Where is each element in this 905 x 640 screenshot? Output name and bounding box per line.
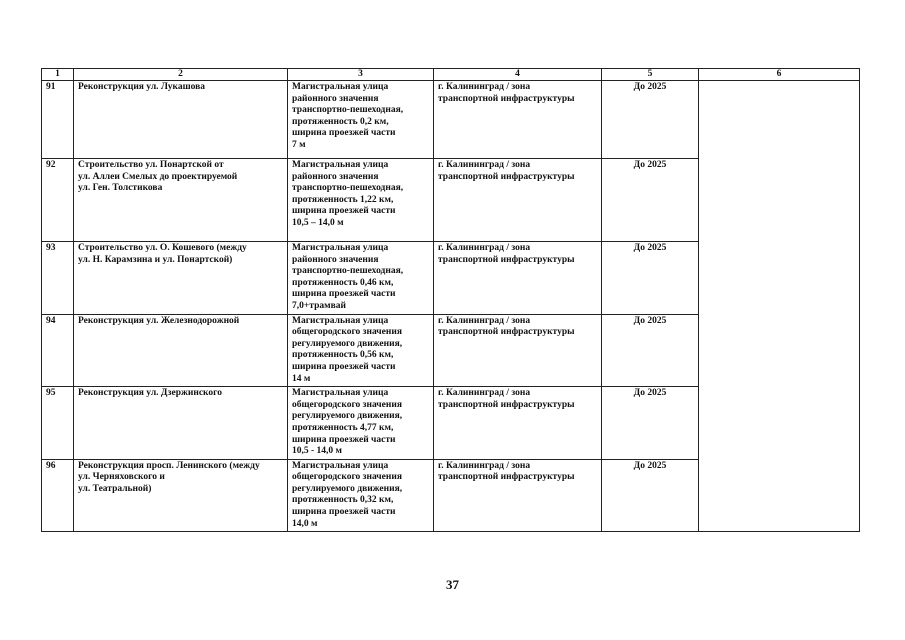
description-line: регулируемого движения, — [292, 483, 403, 494]
object-name-line: Реконструкция ул. Лукашова — [78, 82, 205, 92]
description-line: ширина проезжей части — [292, 289, 396, 300]
description-line: протяженность 0,2 км, — [292, 116, 389, 127]
location-line: г. Калининград / зона — [438, 388, 531, 399]
description-line: транспортно-пешеходная, — [292, 183, 404, 194]
description-line: транспортно-пешеходная, — [292, 105, 404, 116]
description-cell — [288, 159, 434, 242]
location-line: транспортной инфраструктуры — [438, 93, 575, 104]
deadline-cell: До 2025 — [602, 159, 699, 242]
description-line: общегородского значения — [292, 472, 402, 483]
column-header-6: 6 — [699, 69, 860, 81]
object-name-cell — [74, 314, 288, 387]
description-line: общегородского значения — [292, 399, 402, 410]
description-cell — [288, 81, 434, 159]
location-line: транспортной инфраструктуры — [438, 399, 575, 410]
table-row — [42, 81, 860, 159]
description-line: протяженность 4,77 км, — [292, 422, 394, 433]
description-line: районного значения — [292, 171, 379, 182]
location-line: транспортной инфраструктуры — [438, 472, 575, 483]
description-line: 10,5 – 14,0 м — [292, 217, 344, 228]
object-name-cell — [74, 159, 288, 242]
description-line: протяженность 1,22 км, — [292, 194, 394, 205]
description-line: ширина проезжей части — [292, 128, 396, 139]
page-number: 37 — [446, 577, 459, 592]
column-header-3: 3 — [288, 69, 434, 81]
row-number: 91 — [42, 81, 74, 159]
description-line: районного значения — [292, 254, 379, 265]
object-name-cell — [74, 242, 288, 315]
description-line: Магистральная улица — [292, 243, 389, 253]
column-header-5: 5 — [602, 69, 699, 81]
location-cell — [434, 81, 602, 159]
description-cell — [288, 314, 434, 387]
deadline-cell: До 2025 — [602, 242, 699, 315]
object-name-line: ул. Театральной) — [78, 483, 152, 494]
description-line: 7,0+трамвай — [292, 300, 346, 311]
description-line: 14,0 м — [292, 518, 318, 529]
column-header-1: 1 — [42, 69, 74, 81]
description-line: Магистральная улица — [292, 160, 389, 170]
description-line: 10,5 - 14,0 м — [292, 446, 343, 457]
description-line: ширина проезжей части — [292, 361, 396, 372]
location-cell — [434, 314, 602, 387]
row-number: 96 — [42, 459, 74, 532]
location-line: г. Калининград / зона — [438, 160, 531, 170]
table-header-row — [42, 69, 860, 81]
row-number: 95 — [42, 387, 74, 460]
description-line: Магистральная улица — [292, 82, 389, 92]
object-name-line: Реконструкция просп. Ленинского (между — [78, 460, 260, 471]
location-line: г. Калининград / зона — [438, 315, 531, 326]
row-number: 92 — [42, 159, 74, 242]
description-line: протяженность 0,56 км, — [292, 350, 394, 361]
description-line: районного значения — [292, 93, 379, 104]
description-line: ширина проезжей части — [292, 434, 396, 445]
location-line: транспортной инфраструктуры — [438, 254, 575, 265]
object-name-line: ул. Н. Карамзина и ул. Понартской) — [78, 254, 233, 265]
description-line: транспортно-пешеходная, — [292, 266, 404, 277]
description-line: протяженность 0,32 км, — [292, 495, 394, 506]
description-line: регулируемого движения, — [292, 411, 403, 422]
deadline-cell: До 2025 — [602, 459, 699, 532]
column-header-4: 4 — [434, 69, 602, 81]
description-cell — [288, 459, 434, 532]
description-cell — [288, 242, 434, 315]
deadline-cell: До 2025 — [602, 314, 699, 387]
object-name-line: Реконструкция ул. Дзержинского — [78, 388, 222, 399]
object-name-line: Реконструкция ул. Железнодорожной — [78, 315, 240, 326]
description-line: ширина проезжей части — [292, 507, 396, 518]
location-line: г. Калининград / зона — [438, 82, 531, 92]
object-name-line: Строительство ул. Понартской от — [78, 160, 224, 170]
object-name-cell — [74, 459, 288, 532]
description-line: Магистральная улица — [292, 315, 389, 326]
location-line: транспортной инфраструктуры — [438, 171, 575, 182]
location-cell — [434, 242, 602, 315]
description-line: Магистральная улица — [292, 388, 389, 399]
notes-cell — [699, 81, 860, 532]
object-name-line: ул. Ген. Толстикова — [78, 183, 163, 194]
description-line: общегородского значения — [292, 327, 402, 338]
description-line: ширина проезжей части — [292, 206, 396, 217]
location-cell — [434, 459, 602, 532]
location-line: транспортной инфраструктуры — [438, 327, 575, 338]
location-line: г. Калининград / зона — [438, 460, 531, 471]
description-line: 7 м — [292, 139, 306, 150]
object-name-cell — [74, 387, 288, 460]
deadline-cell: До 2025 — [602, 81, 699, 159]
infrastructure-table — [41, 68, 860, 532]
description-line: Магистральная улица — [292, 460, 389, 471]
deadline-cell: До 2025 — [602, 387, 699, 460]
description-line: протяженность 0,46 км, — [292, 277, 394, 288]
description-line: 14 м — [292, 373, 311, 384]
description-cell — [288, 387, 434, 460]
row-number: 94 — [42, 314, 74, 387]
location-cell — [434, 159, 602, 242]
object-name-line: Строительство ул. О. Кошевого (между — [78, 243, 247, 253]
column-header-2: 2 — [74, 69, 288, 81]
location-line: г. Калининград / зона — [438, 243, 531, 253]
object-name-cell — [74, 81, 288, 159]
location-cell — [434, 387, 602, 460]
object-name-line: ул. Аллеи Смелых до проектируемой — [78, 171, 238, 182]
object-name-line: ул. Черняховского и — [78, 472, 165, 483]
description-line: регулируемого движения, — [292, 338, 403, 349]
row-number: 93 — [42, 242, 74, 315]
